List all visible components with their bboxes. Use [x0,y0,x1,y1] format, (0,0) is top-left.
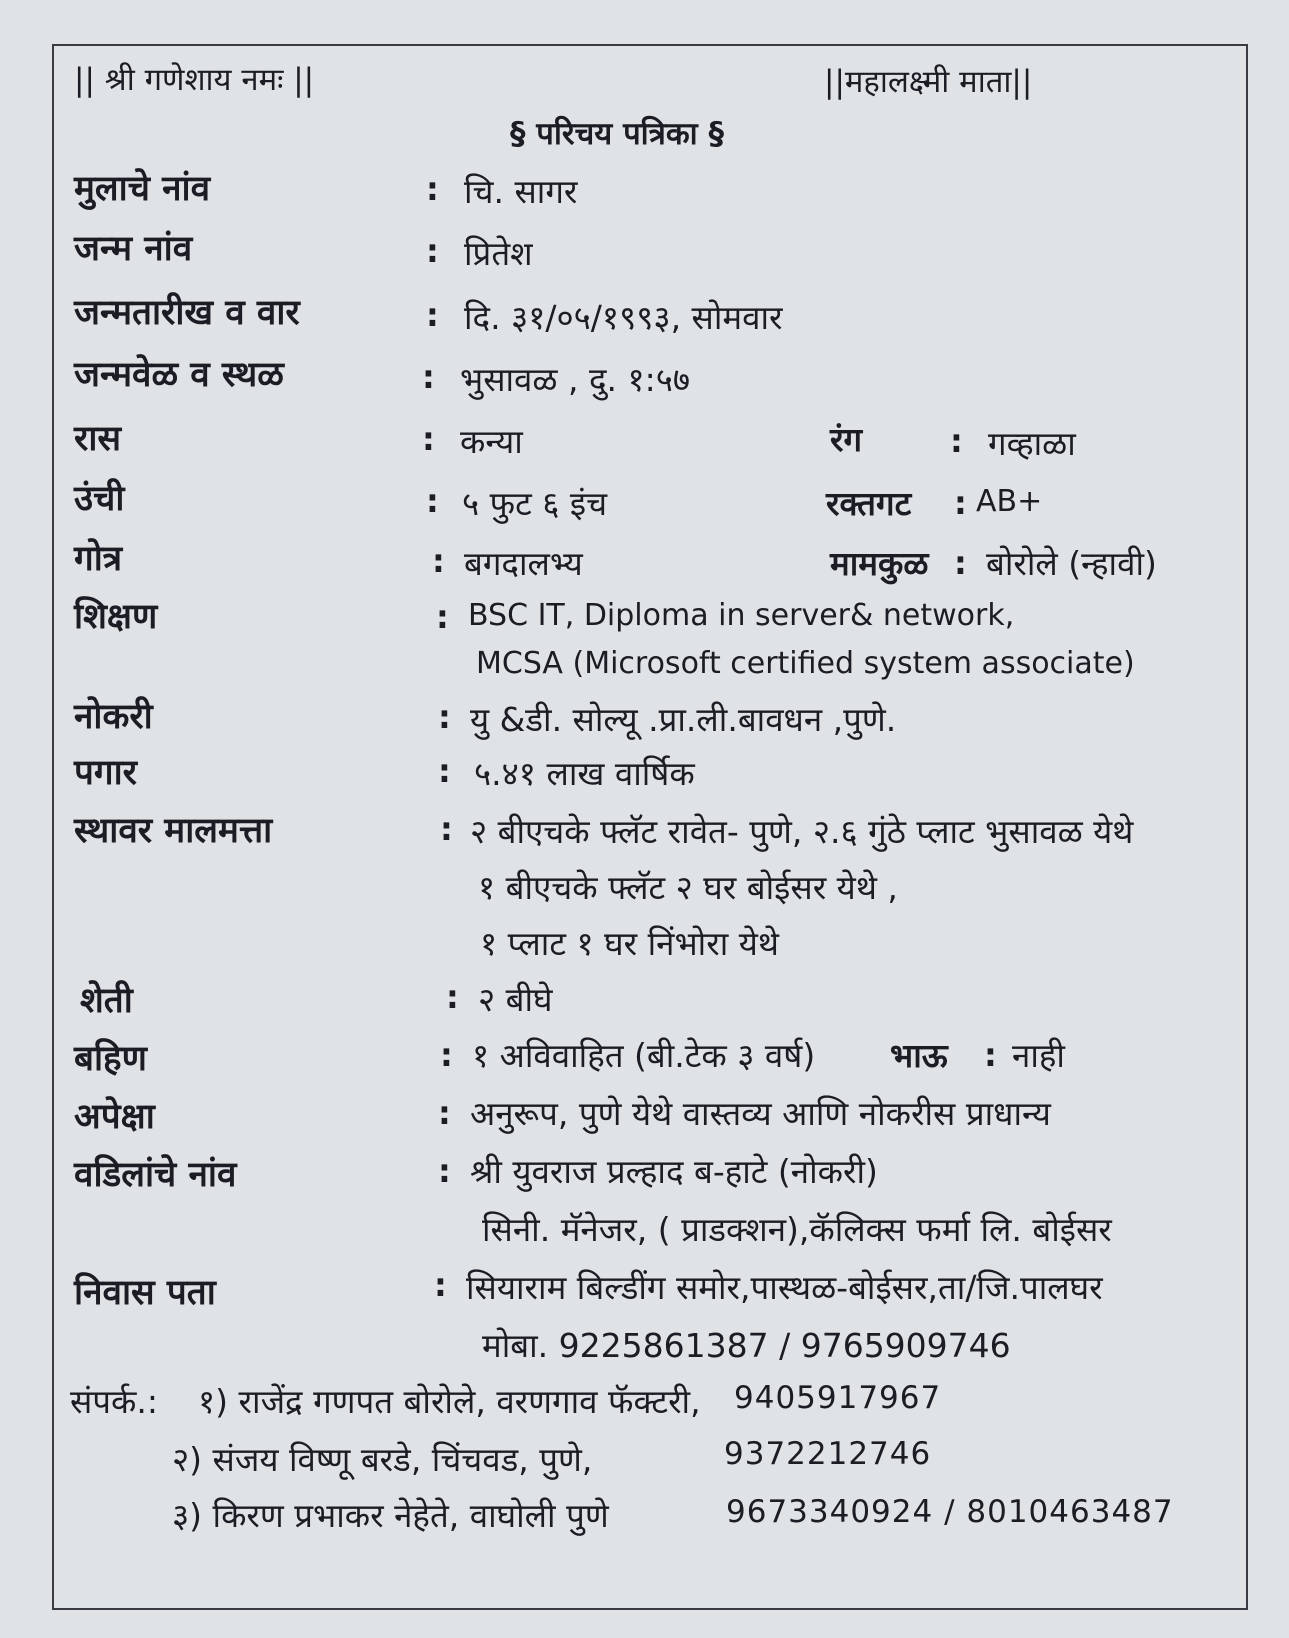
farm-label: शेती [80,981,133,1021]
birth-date-label: जन्मतारीख व वार [74,293,300,333]
job-value: यु &डी. सोल्यू .प्रा.ली.बावधन ,पुणे. [470,700,897,739]
colon: : [954,544,967,582]
contact-1-name: १) राजेंद्र गणपत बोरोले, वरणगाव फॅक्टरी, [198,1382,701,1421]
colon: : [432,542,445,580]
colon: : [422,358,435,396]
colon: : [446,978,459,1016]
father-line-1: श्री युवराज प्रल्हाद ब-हाटे (नोकरी) [470,1152,878,1191]
birth-date-value: दि. ३१/०५/१९९३, सोमवार [464,298,783,337]
colon: : [438,1094,451,1132]
colon: : [426,170,439,208]
rashi-label: रास [74,419,122,459]
education-line-2: MCSA (Microsoft certified system associate) [476,646,1135,681]
name-label: मुलाचे नांव [74,169,211,209]
colon: : [954,484,967,522]
address-line-2: मोबा. 9225861387 / 9765909746 [482,1326,1011,1365]
biodata-sheet [52,44,1248,1610]
blood-group-value: AB+ [976,484,1043,519]
name-value: चि. सागर [464,172,578,211]
blood-group-label: रक्तगट [826,484,912,523]
gotra-label: गोत्र [74,539,123,579]
colon: : [950,422,963,460]
property-label: स्थावर मालमत्ता [74,811,273,851]
colon: : [438,1152,451,1190]
mamkul-value: बोरोले (न्हावी) [986,544,1157,583]
contact-2-name: २) संजय विष्णू बरडे, चिंचवड, पुणे, [172,1440,593,1479]
education-line-1: BSC IT, Diploma in server& network, [468,598,1015,633]
birth-name-value: प्रितेश [464,234,533,273]
left-invocation: || श्री गणेशाय नमः || [74,62,315,98]
colon: : [426,232,439,270]
mamkul-label: मामकुळ [830,544,929,583]
birth-name-label: जन्म नांव [74,229,193,269]
complexion-value: गव्हाळा [988,424,1076,463]
right-invocation: ||महालक्ष्मी माता|| [824,64,1033,100]
gotra-value: बगदालभ्य [464,544,583,583]
salary-value: ५.४१ लाख वार्षिक [474,754,695,793]
brother-label: भाऊ [890,1036,948,1075]
contact-3-name: ३) किरण प्रभाकर नेहेते, वाघोली पुणे [172,1496,609,1535]
page-title: § परिचय पत्रिका § [510,116,724,152]
rashi-value: कन्या [460,422,523,461]
colon: : [422,420,435,458]
height-label: उंची [74,479,125,519]
sister-value: १ अविवाहित (बी.टेक ३ वर्ष) [472,1036,816,1075]
birth-time-place-value: भुसावळ , दु. १:५७ [460,360,691,399]
colon: : [438,752,451,790]
contact-3-phone: 9673340924 / 8010463487 [726,1494,1174,1530]
father-line-2: सिनी. मॅनेजर, ( प्राडक्शन),कॅलिक्स फर्मा लि. बोईसर [482,1210,1112,1249]
colon: : [426,482,439,520]
property-line-2: १ बीएचके फ्लॅट २ घर बोईसर येथे , [478,868,898,907]
contact-2-phone: 9372212746 [724,1436,932,1472]
colon: : [440,1036,453,1074]
colon: : [984,1036,997,1074]
expectation-value: अनुरूप, पुणे येथे वास्तव्य आणि नोकरीस प्राधान्य [470,1094,1051,1133]
salary-label: पगार [74,753,137,793]
contact-1-phone: 9405917967 [734,1380,942,1416]
contacts-label: संपर्क.: [70,1382,159,1421]
expectation-label: अपेक्षा [74,1097,155,1137]
address-label: निवास पता [74,1273,216,1313]
property-line-3: १ प्लाट १ घर निंभोरा येथे [480,924,779,963]
property-line-1: २ बीएचके फ्लॅट रावेत- पुणे, २.६ गुंठे प्लाट भुसावळ येथे [470,812,1134,851]
colon: : [436,598,449,636]
colon: : [438,698,451,736]
colon: : [434,1266,447,1304]
colon: : [426,296,439,334]
father-label: वडिलांचे नांव [74,1155,237,1195]
birth-time-place-label: जन्मवेळ व स्थळ [74,355,284,395]
colon: : [440,810,453,848]
job-label: नोकरी [74,697,153,737]
height-value: ५ फुट ६ इंच [462,484,608,523]
sister-label: बहिण [74,1039,147,1079]
brother-value: नाही [1012,1036,1065,1075]
address-line-1: सियाराम बिल्डींग समोर,पास्थळ-बोईसर,ता/जि.पालघर [466,1268,1103,1307]
complexion-label: रंग [830,420,863,459]
farm-value: २ बीघे [478,980,553,1019]
education-label: शिक्षण [74,597,158,637]
